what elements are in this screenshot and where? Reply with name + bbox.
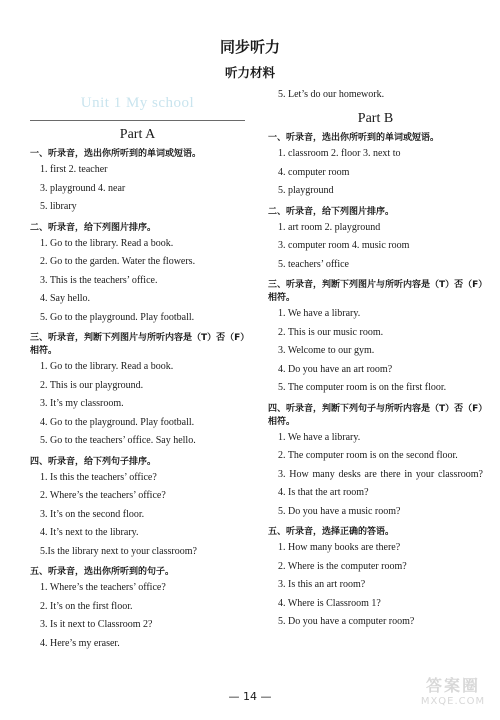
list-item: 1. We have a library. bbox=[278, 431, 361, 443]
list-item: 2. This is our playground. bbox=[40, 379, 144, 391]
list-item: 5. library bbox=[40, 201, 77, 212]
list-item: 1. Go to the library. Read a book. bbox=[40, 361, 174, 372]
section-heading: 三、听录音，判断下列图片与所听内容是（T）否（F）相符。 bbox=[268, 280, 483, 303]
right-column bbox=[268, 88, 483, 632]
list-item: 4. Here’s my eraser. bbox=[40, 637, 120, 649]
list-item: 2. It’s on the first floor. bbox=[40, 600, 133, 612]
list-item: 1. Is this the teachers’ office? bbox=[40, 471, 157, 483]
unit-underline bbox=[30, 120, 245, 121]
list-item: 4. Is that the art room? bbox=[278, 487, 369, 498]
list-item: 2. Where is the computer room? bbox=[278, 560, 407, 572]
list-item: 3. Is it next to Classroom 2? bbox=[40, 619, 153, 630]
list-item: 2. The computer room is on the second floor. bbox=[278, 450, 458, 461]
list-item: 5. Do you have a music room? bbox=[278, 505, 401, 517]
part-a-title: Part A bbox=[119, 127, 156, 142]
list-item: 5. Go to the teachers’ office. Say hello. bbox=[40, 435, 196, 446]
list-item: 4. Say hello. bbox=[40, 293, 90, 304]
left-column bbox=[30, 88, 245, 653]
section-heading: 三、听录音，判断下列图片与所听内容是（T）否（F）相符。 bbox=[30, 333, 245, 356]
list-item: 1. Where’s the teachers’ office? bbox=[40, 582, 166, 593]
list-item: 2. Where’s the teachers’ office? bbox=[40, 490, 166, 501]
unit-title: Unit 1 My school bbox=[80, 95, 195, 111]
section-heading: 四、听录音，给下列句子排序。 bbox=[30, 456, 157, 467]
list-item: 5.Is the library next to your classroom? bbox=[40, 545, 197, 557]
list-item: 3. Welcome to our gym. bbox=[278, 345, 375, 356]
watermark-domain: MXQE.COM bbox=[420, 696, 486, 707]
watermark-text: 答案圈 bbox=[425, 676, 480, 695]
list-item: 1. art room 2. playground bbox=[278, 221, 381, 233]
list-item: 3. It’s my classroom. bbox=[40, 398, 124, 409]
page-title: 同步听力 bbox=[219, 38, 280, 56]
list-item: 1. first 2. teacher bbox=[40, 164, 108, 175]
list-item: 3. computer room 4. music room bbox=[278, 240, 410, 251]
list-item: 2. Go to the garden. Water the flowers. bbox=[40, 256, 196, 267]
unit-header bbox=[30, 90, 245, 116]
list-item: 5. Go to the playground. Play football. bbox=[40, 311, 195, 323]
section-heading: 二、听录音，给下列图片排序。 bbox=[268, 206, 395, 217]
section-heading: 一、听录音，选出你所听到的单词或短语。 bbox=[268, 133, 440, 143]
section-heading: 四、听录音，判断下列句子与所听内容是（T）否（F）相符。 bbox=[268, 403, 483, 427]
list-item: 5. Do you have a computer room? bbox=[278, 616, 415, 627]
list-item: 5. playground bbox=[278, 185, 334, 196]
list-item: 4. Where is Classroom 1? bbox=[278, 597, 381, 609]
list-item: 1. Go to the library. Read a book. bbox=[40, 237, 174, 249]
list-item: 1. We have a library. bbox=[278, 308, 361, 319]
list-item: 5. teachers’ office bbox=[278, 258, 349, 270]
section-heading: 五、听录音，选出你所听到的句子。 bbox=[30, 567, 175, 577]
list-item: 4. Go to the playground. Play football. bbox=[40, 416, 195, 428]
list-item: 1. classroom 2. floor 3. next to bbox=[278, 148, 401, 159]
list-item: 3. playground 4. near bbox=[40, 182, 126, 194]
list-item: 1. How many books are there? bbox=[278, 542, 401, 553]
list-item: 3. It’s on the second floor. bbox=[40, 508, 145, 520]
part-b-title: Part B bbox=[357, 111, 394, 126]
list-item: 2. This is our music room. bbox=[278, 326, 384, 338]
list-item: 5. The computer room is on the first floor. bbox=[278, 382, 447, 393]
list-item: 4. It’s next to the library. bbox=[40, 527, 139, 538]
list-item: 5. Let’s do our homework. bbox=[278, 89, 385, 100]
list-item: 3. Is this an art room? bbox=[278, 579, 366, 590]
page-number: — 14 — bbox=[228, 690, 272, 703]
list-item: 4. Do you have an art room? bbox=[278, 363, 393, 375]
list-item: 3. This is the teachers’ office. bbox=[40, 274, 158, 286]
section-heading: 一、听录音，选出你所听到的单词或短语。 bbox=[30, 149, 202, 159]
list-item: 4. computer room bbox=[278, 166, 350, 178]
page-subtitle: 听力材料 bbox=[224, 65, 275, 80]
watermark-logo bbox=[414, 676, 492, 712]
list-item: 3. How many desks are there in your classroom? bbox=[278, 468, 483, 480]
section-heading: 二、听录音，给下列图片排序。 bbox=[30, 222, 157, 233]
section-heading: 五、听录音，选择正确的答语。 bbox=[268, 527, 395, 537]
